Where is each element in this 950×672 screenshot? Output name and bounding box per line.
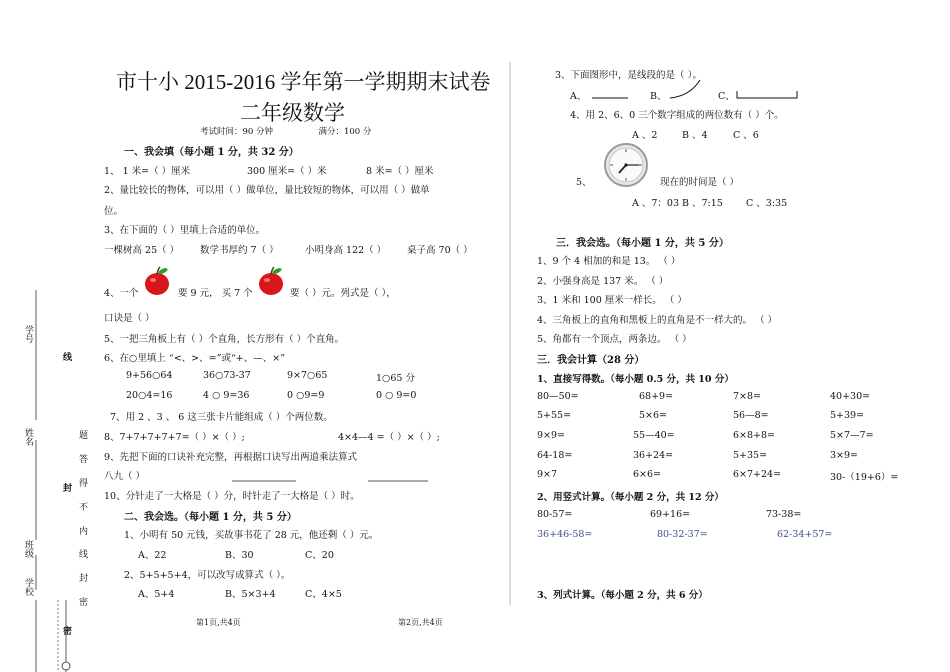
exam-subject: 二年级数学 xyxy=(240,101,345,125)
s2-q1-option-c: C、20 xyxy=(305,550,334,561)
q4-part-d: 口诀是（ ） xyxy=(104,313,155,324)
calc-r1-c1: 80—50= xyxy=(537,391,579,402)
q2-text: 2、量比较长的物体，可以用（ ）做单位，量比较短的物体，可以用（ ）做单 xyxy=(104,185,430,196)
student-no-label: 学号 xyxy=(23,325,33,343)
calc-r4-c1: 64-18= xyxy=(537,450,573,461)
tf-item-4: 4、三角板上的直角和黑板上的直角是不一样大的。 （ ） xyxy=(537,315,778,326)
q6-text: 6、在○里填上 “<、>、=”或“+、—、×” xyxy=(104,353,286,364)
r-q3-option-a: A、 xyxy=(570,91,587,102)
q3-blank-a: 一棵树高 25（ ） xyxy=(104,245,180,256)
q7-text: 7、用 2 、3 、 6 这三张卡片能组成（ ）个两位数。 xyxy=(110,412,333,423)
instr-char-6: 线 xyxy=(77,549,87,558)
instr-char-8: 密 xyxy=(77,597,87,606)
q6-row1-item4: 1○65 分 xyxy=(376,373,415,384)
calc-r3-c1: 9×9= xyxy=(537,430,566,441)
q10-text: 10、分针走了一大格是（ ）分，时针走了一大格是（ ）时。 xyxy=(104,491,360,502)
q4-part-b: 要 9 元， 买 7 个 xyxy=(178,288,253,299)
section1-heading: 一、我会填（每小题 1 分，共 32 分） xyxy=(124,147,299,158)
r-q4-text: 4、用 2、6、0 三个数字组成的两位数有（ ）个。 xyxy=(570,110,784,121)
calc-r3-c2: 55—40= xyxy=(633,430,675,441)
calc-r5-c2: 6×6= xyxy=(633,469,662,480)
q8-part-a: 8、7+7+7+7+7=（ ）×（ ）; xyxy=(104,432,245,443)
line-figure-c xyxy=(737,91,797,98)
calc-r1-c4: 40+30= xyxy=(830,391,871,402)
vert-r2-c3: 62-34+57= xyxy=(777,529,833,540)
s2-q2-option-c: C、4×5 xyxy=(305,589,342,600)
calc-r1-c3: 7×8= xyxy=(733,391,762,402)
school-label: 学校 xyxy=(23,578,33,596)
tf-item-1: 1、9 个 4 相加的和是 13。 （ ） xyxy=(537,256,681,267)
r-q3-option-c: C、 xyxy=(718,91,735,102)
instr-char-4: 不 xyxy=(77,502,87,511)
q6-row2-item2: 4 ○ 9=36 xyxy=(203,390,250,401)
exam-time: 考试时间：90 分钟 xyxy=(200,127,274,137)
calc-r5-c4: 30-（19+6）= xyxy=(830,472,899,483)
tf-item-3: 3、1 米和 100 厘米一样长。 （ ） xyxy=(537,295,687,306)
page-number-2: 第2页,共4页 xyxy=(398,618,443,627)
r-q5-option-a: A 、7：03 xyxy=(632,198,680,209)
vert-r1-c1: 80-57= xyxy=(537,509,573,520)
seal-secret-mark: 密 xyxy=(61,626,71,635)
q3-text: 3、在下面的（ ）里填上合适的单位。 xyxy=(104,225,266,236)
clock-icon xyxy=(603,142,649,188)
seal-line-mark: 线 xyxy=(61,352,71,361)
r-q3-option-b: B、 xyxy=(650,91,667,102)
vert-r2-c2: 80-32-37= xyxy=(657,529,708,540)
section2-heading: 二、我会选。（每小题 1 分，共 5 分） xyxy=(124,512,297,523)
q6-row2-item1: 20○4=16 xyxy=(126,390,173,401)
s2-q2-option-b: B、5×3+4 xyxy=(225,589,276,600)
q3-blank-d: 桌子高 70（ ） xyxy=(407,245,473,256)
q4-part-c: 要（ ）元。列式是（ ）， xyxy=(290,288,396,299)
full-score: 满分：100 分 xyxy=(318,127,372,137)
calc-sub3-heading: 3、列式计算。（每小题 2 分，共 6 分） xyxy=(537,590,708,601)
section4-heading: 三．我会计算（28 分） xyxy=(537,355,645,366)
tf-item-2: 2、小强身高是 137 米。 （ ） xyxy=(537,276,669,287)
vert-r2-c1: 36+46-58= xyxy=(537,529,593,540)
q9-text: 9、先把下面的口诀补充完整，再根据口诀写出两道乘法算式 xyxy=(104,452,358,463)
q6-row1-item1: 9+56○64 xyxy=(126,370,173,381)
calc-r4-c4: 3×9= xyxy=(830,450,859,461)
q5-text: 5、一把三角板上有（ ）个直角，长方形有（ ）个直角。 xyxy=(104,334,345,345)
vert-r1-c2: 69+16= xyxy=(650,509,691,520)
vert-r1-c3: 73-38= xyxy=(766,509,802,520)
r-q4-option-c: C 、6 xyxy=(733,130,759,141)
curve-figure-b xyxy=(670,80,700,98)
r-q4-option-b: B 、4 xyxy=(682,130,708,141)
s2-q1-option-a: A、22 xyxy=(138,550,167,561)
calc-r2-c3: 56—8= xyxy=(733,410,769,421)
s2-q1-option-b: B、30 xyxy=(225,550,254,561)
q1-part-b: 300 厘米=（ ）米 xyxy=(247,166,327,177)
calc-r3-c4: 5×7—7= xyxy=(830,430,874,441)
seal-seal-mark: 封 xyxy=(61,483,71,492)
exam-title: 市十小 2015-2016 学年第一学期期末试卷 xyxy=(116,70,491,94)
calc-r5-c3: 6×7+24= xyxy=(733,469,782,480)
r-q3-text: 3、下面图形中，是线段的是（ ）。 xyxy=(555,70,702,81)
instr-char-7: 封 xyxy=(77,573,87,582)
q6-row2-item4: 0 ○ 9=0 xyxy=(376,390,417,401)
calc-r2-c2: 5×6= xyxy=(639,410,668,421)
r-q5-option-c: C 、3:35 xyxy=(746,198,788,209)
instr-char-5: 内 xyxy=(77,526,87,535)
s2-q2-option-a: A、5+4 xyxy=(138,589,175,600)
section3-heading: 三．我会选。（每小题 1 分，共 5 分） xyxy=(556,238,729,249)
instr-char-1: 题 xyxy=(77,430,87,439)
instr-char-2: 答 xyxy=(77,454,87,463)
name-label: 姓名 xyxy=(23,428,33,446)
class-label: 班级 xyxy=(23,540,33,558)
q6-row2-item3: 0 ○9=9 xyxy=(287,390,325,401)
tf-item-5: 5、角都有一个顶点，两条边。 （ ） xyxy=(537,334,692,345)
q1-part-a: 1、 1 米=（ ）厘米 xyxy=(104,166,191,177)
q8-part-b: 4×4—4 =（ ）×（ ）; xyxy=(338,432,440,443)
q6-row1-item2: 36○73-37 xyxy=(203,370,251,381)
q6-row1-item3: 9×7○65 xyxy=(287,370,328,381)
q3-blank-c: 小明身高 122（ ） xyxy=(305,245,387,256)
calc-r3-c3: 6×8+8= xyxy=(733,430,776,441)
calc-r2-c1: 5+55= xyxy=(537,410,572,421)
s2-q2-text: 2、5+5+5+4，可以改写成算式（ ）。 xyxy=(124,570,291,581)
instr-char-3: 得 xyxy=(77,478,87,487)
calc-r5-c1: 9×7 xyxy=(537,469,558,480)
page-number-1: 第1页,共4页 xyxy=(196,618,241,627)
q1-part-c: 8 米=（ ）厘米 xyxy=(366,166,434,177)
calc-r4-c3: 5+35= xyxy=(733,450,768,461)
q4-part-a: 4、一个 xyxy=(104,288,139,299)
calc-sub2-heading: 2、用竖式计算。（每小题 2 分，共 12 分） xyxy=(537,492,724,503)
calc-r2-c4: 5+39= xyxy=(830,410,865,421)
calc-r4-c2: 36+24= xyxy=(633,450,674,461)
q3-blank-b: 数学书厚约 7（ ） xyxy=(200,245,279,256)
s2-q1-text: 1、小明有 50 元钱，买故事书花了 28 元，他还剩（ ）元。 xyxy=(124,530,379,541)
calc-sub1-heading: 1、直接写得数。（每小题 0.5 分，共 10 分） xyxy=(537,374,734,385)
q2-text-cont: 位。 xyxy=(104,206,124,217)
r-q5-option-b: B 、7:15 xyxy=(682,198,723,209)
calc-r1-c2: 68+9= xyxy=(639,391,674,402)
r-q5-label: 5、 xyxy=(576,177,592,188)
r-q5-text: 现在的时间是（ ） xyxy=(660,177,740,188)
q9-blank: 八九（ ） xyxy=(104,471,146,482)
r-q4-option-a: A 、2 xyxy=(632,130,658,141)
